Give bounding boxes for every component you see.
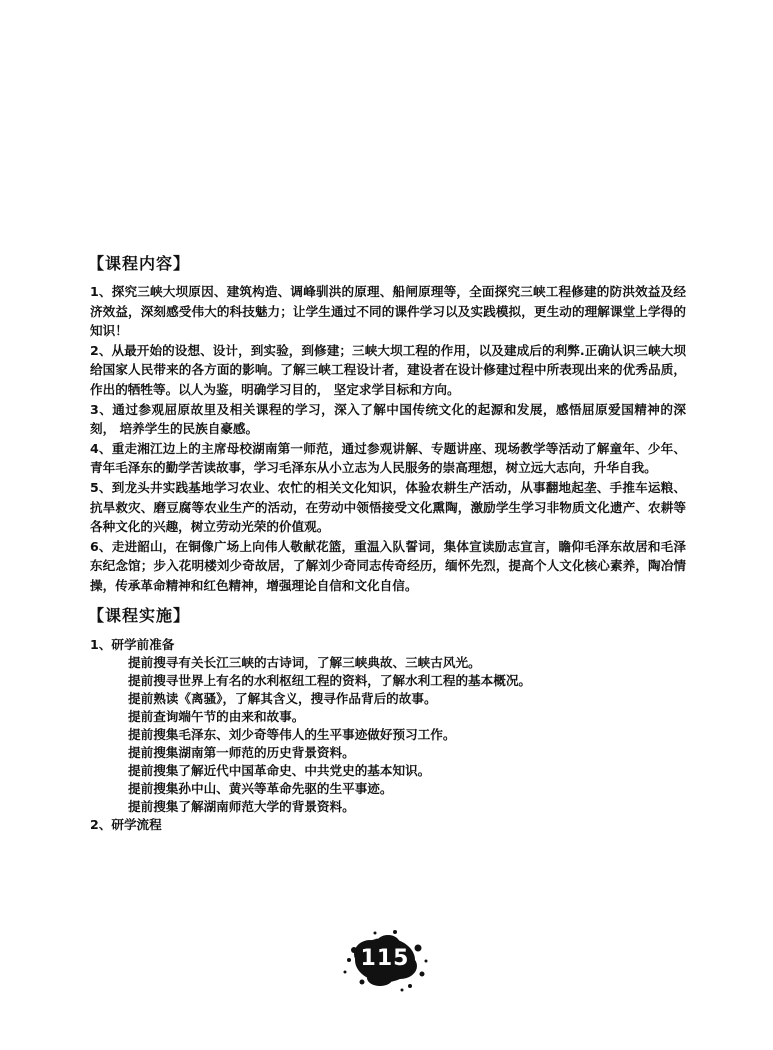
- list-item: 提前搜集了解湖南师范大学的背景资料。: [128, 799, 355, 814]
- list-item: 提前搜集湖南第一师范的历史背景资料。: [128, 745, 355, 760]
- step-title: 2、研学流程: [90, 817, 162, 832]
- page-number: 115: [360, 946, 410, 971]
- content-paragraph: 4、重走湘江边上的主席母校湖南第一师范，通过参观讲解、专题讲座、现场教学等活动了解童年、少年、青年毛泽东的勤学苦读故事，学习毛泽东从小立志为人民服务的崇高理想，树立远大志向，升华自我。: [90, 440, 686, 476]
- course-implementation-heading: 【课程实施】: [88, 606, 191, 625]
- course-implementation-body: [90, 636, 690, 834]
- list-item: 提前搜集毛泽东、刘少奇等伟人的生平事迹做好预习工作。: [128, 727, 456, 742]
- list-item: 提前查询端午节的由来和故事。: [128, 709, 305, 724]
- list-item: 提前搜寻世界上有名的水利枢纽工程的资料，了解水利工程的基本概况。: [128, 673, 531, 688]
- list-item: 提前熟读《离骚》，了解其含义，搜寻作品背后的故事。: [128, 691, 437, 706]
- list-item: 提前搜集孙中山、黄兴等革命先驱的生平事迹。: [128, 781, 393, 796]
- list-item: 提前搜寻有关长江三峡的古诗词，了解三峡典故、三峡古风光。: [128, 655, 481, 670]
- content-paragraph: 6、走进韶山，在铜像广场上向伟人敬献花篮，重温入队誓词，集体宣读励志宣言，瞻仰毛泽东故居和毛泽东纪念馆；步入花明楼刘少奇故居，了解刘少奇同志传奇经历，缅怀先烈，提高个人文化核心素养，陶冶情操，传承革命精神和红色精神，增强理论自信和文化自信。: [90, 538, 686, 593]
- list-item: 提前搜集了解近代中国革命史、中共党史的基本知识。: [128, 763, 431, 778]
- content-paragraph: 1、探究三峡大坝原因、建筑构造、调峰驯洪的原理、船闸原理等，全面探究三峡工程修建的防洪效益及经济效益，深刻感受伟大的科技魅力；让学生通过不同的课件学习以及实践模拟，更生动的理解课堂上学得的知识！: [90, 284, 686, 339]
- course-content-heading: 【课程内容】: [88, 254, 191, 273]
- content-paragraph: 3、通过参观屈原故里及相关课程的学习，深入了解中国传统文化的起源和发展，感悟屈原爱国精神的深刻， 培养学生的民族自豪感。: [90, 401, 686, 437]
- content-paragraph: 2、从最开始的设想、设计，到实验，到修建；三峡大坝工程的作用，以及建成后的利弊.正确认识三峡大坝给国家人民带来的各方面的影响。了解三峡工程设计者，建设者在设计修建过程中所表现出来的优秀品质， 作出的牺牲等。以人为鉴，明确学习目的， 坚定求学目标和方向。: [90, 342, 686, 397]
- preparation-list: [90, 654, 690, 816]
- content-paragraph: 5、到龙头井实践基地学习农业、农忙的相关文化知识，体验农耕生产活动，从事翻地起垄、手推车运粮、抗旱救灾、磨豆腐等农业生产的活动，在劳动中领悟接受文化熏陶，激励学生学习非物质文化遗产、农耕等各种文化的兴趣，树立劳动光荣的价值观。: [90, 479, 686, 535]
- step-title: 1、研学前准备: [90, 637, 175, 652]
- page-number-badge: [340, 926, 430, 994]
- course-content-body: [90, 282, 686, 596]
